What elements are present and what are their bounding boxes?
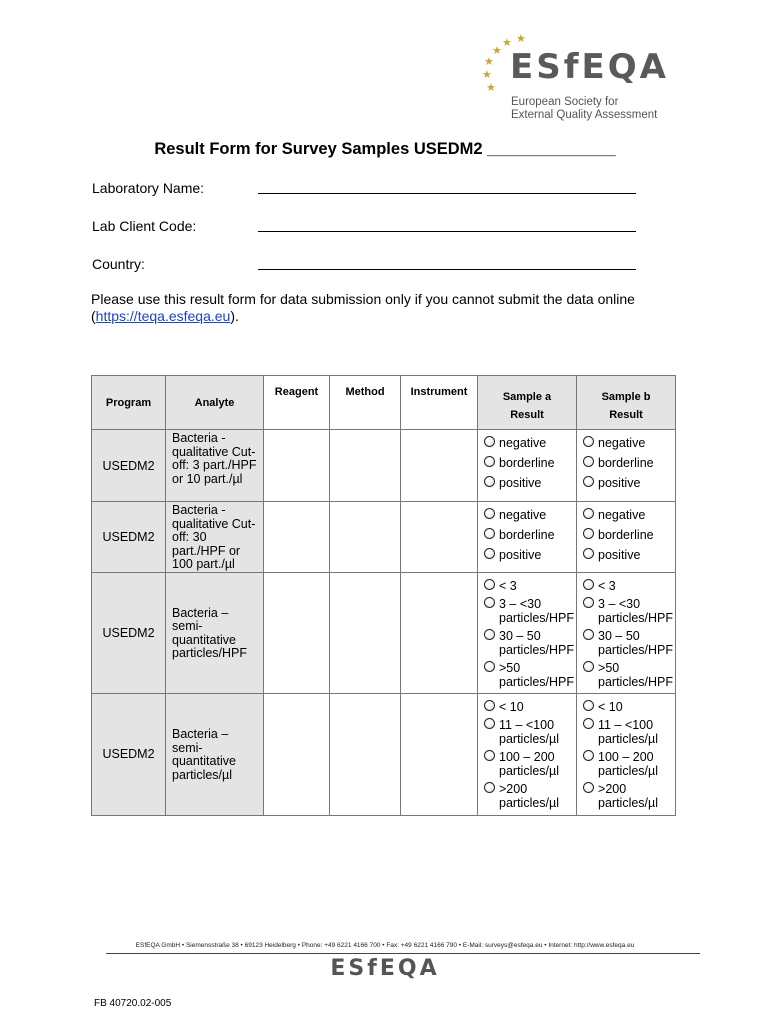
- method-cell[interactable]: [330, 572, 401, 693]
- option-label: positive: [499, 476, 542, 490]
- option-label: positive: [499, 548, 542, 562]
- radio-icon[interactable]: [484, 629, 495, 640]
- option-positive[interactable]: [484, 548, 574, 562]
- method-cell[interactable]: [330, 430, 401, 502]
- reagent-cell[interactable]: [264, 572, 330, 693]
- option-lt-3[interactable]: [583, 579, 673, 593]
- option-label: negative: [598, 436, 646, 450]
- instrument-cell[interactable]: [401, 572, 478, 693]
- option-30-50[interactable]: [583, 629, 673, 657]
- option-label: positive: [598, 548, 641, 562]
- logo-subtitle-line2: External Quality Assessment: [511, 109, 658, 121]
- option-label: borderline: [598, 456, 654, 470]
- option-label: >200 particles/µl: [499, 781, 559, 810]
- radio-icon[interactable]: [583, 436, 594, 447]
- program-cell: USEDM2: [92, 693, 166, 815]
- option-label: >200 particles/µl: [598, 781, 659, 810]
- option-lt-10[interactable]: [484, 700, 574, 714]
- option-label: negative: [499, 508, 547, 522]
- option-positive[interactable]: [583, 476, 673, 490]
- page-title: Result Form for Survey Samples USEDM2 ______________: [154, 140, 616, 158]
- option-label: >50 particles/HPF: [598, 660, 674, 689]
- radio-icon[interactable]: [583, 750, 594, 761]
- teqa-link[interactable]: https://teqa.esfeqa.eu: [95, 308, 231, 324]
- header-reagent: Reagent: [264, 376, 330, 430]
- logo-subtitle: [511, 96, 657, 122]
- option-label: < 10: [598, 699, 623, 714]
- radio-icon[interactable]: [583, 629, 594, 640]
- option-negative[interactable]: [583, 508, 673, 522]
- header-sample-a-result: Result: [510, 409, 544, 421]
- sample-b-options: [577, 693, 676, 815]
- radio-icon[interactable]: [484, 436, 495, 447]
- reagent-cell[interactable]: [264, 693, 330, 815]
- analyte-cell: Bacteria – semi-quantitative particles/µl: [166, 693, 264, 815]
- sample-a-options: [478, 502, 577, 573]
- radio-icon[interactable]: [583, 579, 594, 590]
- radio-icon[interactable]: [583, 548, 594, 559]
- sample-a-options: [478, 572, 577, 693]
- analyte-cell: Bacteria - qualitative Cut-off: 3 part./HPF or 10 part./µl: [166, 430, 264, 502]
- lab-client-code-field[interactable]: [258, 231, 636, 232]
- radio-icon[interactable]: [583, 597, 594, 608]
- header-sample-b-label: Sample b: [601, 391, 651, 403]
- option-lt-3[interactable]: [484, 579, 574, 593]
- method-cell[interactable]: [330, 502, 401, 573]
- radio-icon[interactable]: [484, 782, 495, 793]
- header-method: Method: [330, 376, 401, 430]
- logo-wordmark: ESfEQA: [510, 47, 669, 87]
- radio-icon[interactable]: [484, 528, 495, 539]
- table-row: [92, 693, 676, 815]
- instrument-cell[interactable]: [401, 430, 478, 502]
- radio-icon[interactable]: [484, 579, 495, 590]
- sample-a-options: [478, 430, 577, 502]
- option-positive[interactable]: [583, 548, 673, 562]
- option-gt-50[interactable]: [583, 661, 673, 689]
- option-label: 100 – 200 particles/µl: [499, 749, 559, 778]
- radio-icon[interactable]: [484, 508, 495, 519]
- radio-icon[interactable]: [484, 750, 495, 761]
- option-label: 100 – 200 particles/µl: [598, 749, 659, 778]
- option-borderline[interactable]: [583, 528, 673, 542]
- option-label: >50 particles/HPF: [499, 660, 575, 689]
- option-label: 3 – <30 particles/HPF: [499, 596, 575, 625]
- radio-icon[interactable]: [484, 597, 495, 608]
- header-sample-a: [478, 376, 577, 430]
- esfeqa-logo: [478, 30, 678, 126]
- option-11-100[interactable]: [583, 718, 673, 746]
- option-label: negative: [598, 508, 646, 522]
- radio-icon[interactable]: [484, 718, 495, 729]
- logo-subtitle-line1: European Society for: [511, 96, 619, 108]
- star-icon: ★: [482, 69, 492, 81]
- reagent-cell[interactable]: [264, 502, 330, 573]
- option-label: negative: [499, 436, 547, 450]
- header-instrument: Instrument: [401, 376, 478, 430]
- option-100-200[interactable]: [484, 750, 574, 778]
- option-label: borderline: [499, 528, 555, 542]
- country-field[interactable]: [258, 269, 636, 270]
- star-icon: ★: [484, 56, 494, 68]
- table-row: [92, 430, 676, 502]
- option-negative[interactable]: [583, 436, 673, 450]
- option-11-100[interactable]: [484, 718, 574, 746]
- form-id: FB 40720.02-005: [94, 998, 172, 1009]
- radio-icon[interactable]: [583, 700, 594, 711]
- option-label: 11 – <100 particles/µl: [598, 717, 659, 746]
- option-negative[interactable]: [484, 508, 574, 522]
- reagent-cell[interactable]: [264, 430, 330, 502]
- star-icon: ★: [492, 45, 502, 57]
- note-text-end: ).: [230, 308, 239, 324]
- lab-name-field[interactable]: [258, 193, 636, 194]
- option-label: borderline: [499, 456, 555, 470]
- option-label: < 3: [499, 578, 517, 593]
- lab-client-code-label: Lab Client Code:: [92, 218, 197, 234]
- option-borderline[interactable]: [484, 456, 574, 470]
- header-sample-a-label: Sample a: [502, 391, 552, 403]
- option-label: 30 – 50 particles/HPF: [499, 628, 575, 657]
- footer-address: ESfEQA GmbH • Siemensstraße 38 • 69123 Heidelberg • Phone: +49 6221 4166 700 • Fax: +49 6221 4166 790 • E-Mail: surveys@esfeqa.eu • Internet: http://www.esfeqa.eu: [135, 942, 635, 949]
- header-sample-b: [577, 376, 676, 430]
- option-30-50[interactable]: [484, 629, 574, 657]
- instrument-cell[interactable]: [401, 693, 478, 815]
- footer-logo: ESfEQA: [330, 956, 440, 981]
- country-label: Country:: [92, 256, 145, 272]
- option-label: 3 – <30 particles/HPF: [598, 596, 674, 625]
- option-3-30[interactable]: [484, 597, 574, 625]
- option-borderline[interactable]: [484, 528, 574, 542]
- table-row: [92, 502, 676, 573]
- radio-icon[interactable]: [583, 782, 594, 793]
- footer-divider: [106, 953, 700, 954]
- option-lt-10[interactable]: [583, 700, 673, 714]
- radio-icon[interactable]: [583, 508, 594, 519]
- star-icon: ★: [516, 33, 526, 45]
- radio-icon[interactable]: [583, 528, 594, 539]
- header-analyte: Analyte: [166, 376, 264, 430]
- program-cell: USEDM2: [92, 430, 166, 502]
- header-sample-b-result: Result: [609, 409, 643, 421]
- option-gt-200[interactable]: [484, 782, 574, 810]
- option-label: < 3: [598, 578, 616, 593]
- option-label: 30 – 50 particles/HPF: [598, 628, 674, 657]
- radio-icon[interactable]: [583, 661, 594, 672]
- option-label: < 10: [499, 699, 524, 714]
- star-icon: ★: [486, 82, 496, 94]
- sample-b-options: [577, 502, 676, 573]
- header-program: Program: [92, 376, 166, 430]
- radio-icon[interactable]: [583, 718, 594, 729]
- submission-note: [91, 291, 691, 325]
- analyte-cell: Bacteria - qualitative Cut-off: 30 part./HPF or 100 part./µl: [166, 502, 264, 573]
- sample-a-options: [478, 693, 577, 815]
- program-cell: USEDM2: [92, 572, 166, 693]
- sample-b-options: [577, 430, 676, 502]
- radio-icon[interactable]: [484, 548, 495, 559]
- table-row: [92, 572, 676, 693]
- radio-icon[interactable]: [484, 476, 495, 487]
- radio-icon[interactable]: [583, 456, 594, 467]
- option-borderline[interactable]: [583, 456, 673, 470]
- option-label: 11 – <100 particles/µl: [499, 717, 559, 746]
- option-label: borderline: [598, 528, 654, 542]
- program-cell: USEDM2: [92, 502, 166, 573]
- option-gt-50[interactable]: [484, 661, 574, 689]
- option-100-200[interactable]: [583, 750, 673, 778]
- star-icon: ★: [502, 37, 512, 49]
- lab-name-label: Laboratory Name:: [92, 180, 205, 196]
- sample-b-options: [577, 572, 676, 693]
- option-3-30[interactable]: [583, 597, 673, 625]
- option-gt-200[interactable]: [583, 782, 673, 810]
- radio-icon[interactable]: [583, 476, 594, 487]
- option-positive[interactable]: [484, 476, 574, 490]
- analyte-cell: Bacteria – semi-quantitative particles/HPF: [166, 572, 264, 693]
- option-label: positive: [598, 476, 641, 490]
- instrument-cell[interactable]: [401, 502, 478, 573]
- radio-icon[interactable]: [484, 700, 495, 711]
- result-table: [91, 375, 676, 816]
- method-cell[interactable]: [330, 693, 401, 815]
- note-text: Please use this result form for data submission only if you cannot submit the data online (: [91, 291, 635, 324]
- radio-icon[interactable]: [484, 661, 495, 672]
- option-negative[interactable]: [484, 436, 574, 450]
- radio-icon[interactable]: [484, 456, 495, 467]
